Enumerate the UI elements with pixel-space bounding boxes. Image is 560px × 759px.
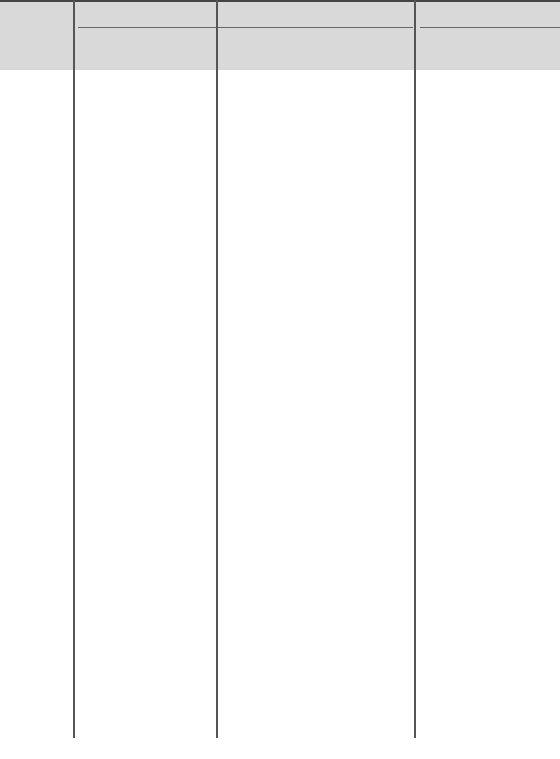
supply-column-divider [216, 0, 218, 738]
deal-column-divider [414, 0, 416, 738]
group-deal-underline [218, 27, 413, 28]
group-price-underline [420, 27, 560, 28]
table-header [0, 0, 560, 70]
city-column-divider [73, 0, 75, 738]
group-supply-underline [78, 27, 218, 28]
